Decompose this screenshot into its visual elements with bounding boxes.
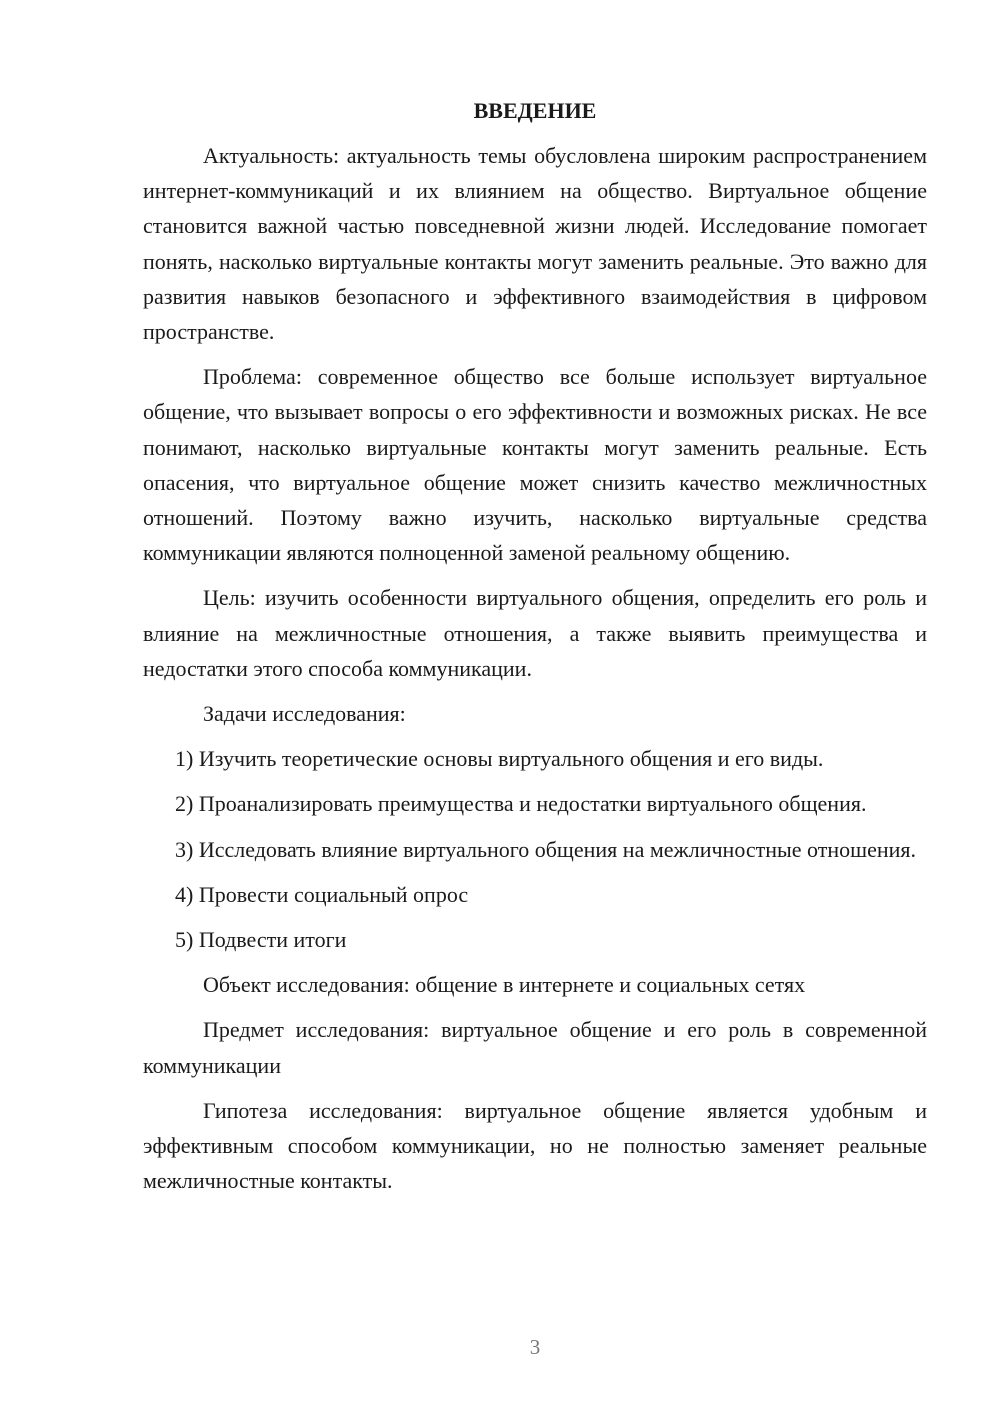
paragraph-problem: Проблема: современное общество все больше использует виртуальное общение, что вызывает вопросы о его эффективности и возможных рисках. Не все понимают, насколько виртуальные контакты могут заменить реальные. Есть опасения, что виртуальное общение может снизить качество межличностных отношений. Поэтому важно изучить, насколько виртуальные средства коммуникации являются полноценной заменой реальному общению. <box>143 364 927 566</box>
paragraph-tasks-heading: Задачи исследования: <box>203 701 406 727</box>
task-item-1: 1) Изучить теоретические основы виртуального общения и его виды. <box>175 746 824 772</box>
paragraph-subject: Предмет исследования: виртуальное общение и его роль в современной коммуникации <box>143 1017 927 1078</box>
page-number: 3 <box>529 1335 541 1359</box>
paragraph-relevance: Актуальность: актуальность темы обусловлена широким распространением интернет-коммуникаций и их влиянием на общество. Виртуальное общение становится важной частью повседневной жизни людей. Исследование помогает понять, насколько виртуальные контакты могут заменить реальные. Это важно для развития навыков безопасного и эффективного взаимодействия в цифровом пространстве. <box>143 143 927 345</box>
task-item-2: 2) Проанализировать преимущества и недостатки виртуального общения. <box>175 791 867 817</box>
task-item-4: 4) Провести социальный опрос <box>175 881 469 907</box>
paragraph-object: Объект исследования: общение в интернете и социальных сетях <box>203 972 806 998</box>
task-item-3: 3) Исследовать влияние виртуального общения на межличностные отношения. <box>175 836 917 862</box>
paragraph-hypothesis: Гипотеза исследования: виртуальное общение является удобным и эффективным способом коммуникации, но не полностью заменяет реальные межличностные контакты. <box>143 1097 927 1194</box>
page-content <box>143 93 927 1208</box>
section-title: ВВЕДЕНИЕ <box>473 98 597 123</box>
task-item-5: 5) Подвести итоги <box>175 927 347 953</box>
paragraph-goal: Цель: изучить особенности виртуального общения, определить его роль и влияние на межличностные отношения, а также выявить преимущества и недостатки этого способа коммуникации. <box>143 585 927 681</box>
